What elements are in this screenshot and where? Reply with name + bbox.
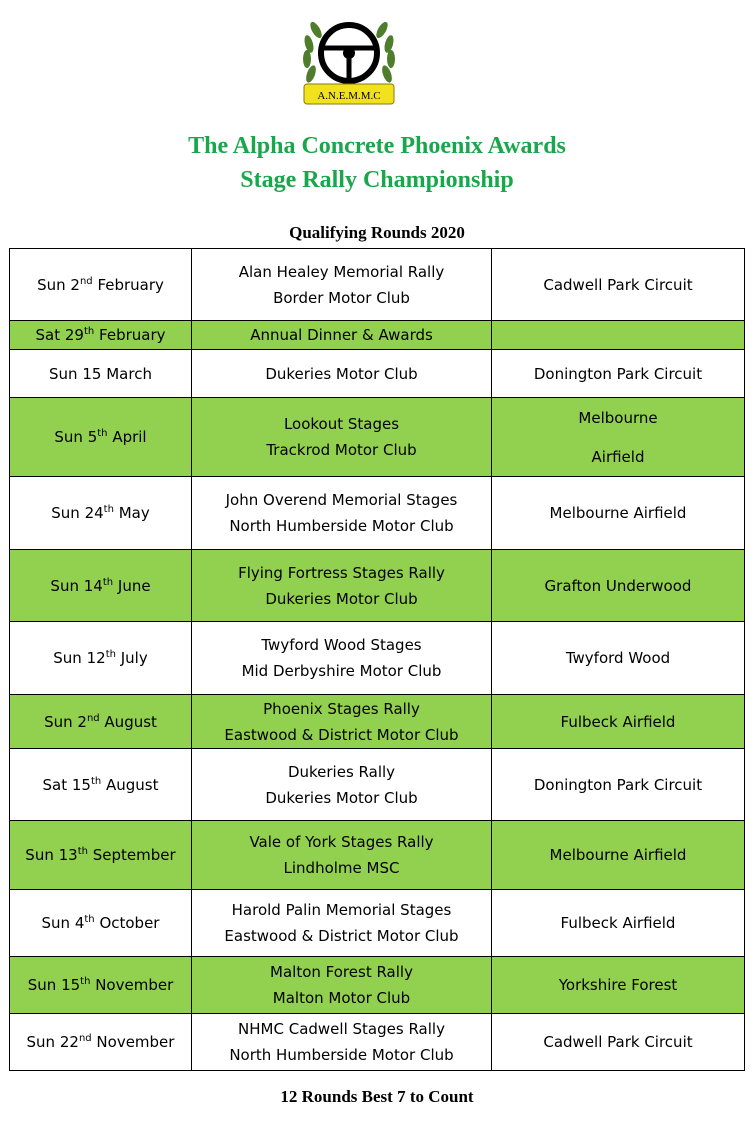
table-row	[10, 821, 745, 890]
logo-banner-text: A.N.E.M.M.C	[317, 90, 381, 102]
event-name: Annual Dinner & Awards	[250, 326, 433, 344]
venue-name: Fulbeck Airfield	[560, 914, 676, 932]
event-name: Dukeries Motor Club	[265, 364, 418, 383]
round-venue	[492, 321, 745, 350]
round-venue	[492, 890, 745, 957]
table-row	[10, 957, 745, 1014]
round-event	[192, 695, 492, 749]
round-date: Sun 15th November	[10, 957, 192, 1014]
round-venue	[492, 398, 745, 477]
venue-name: Cadwell Park Circuit	[543, 1033, 693, 1051]
round-event	[192, 957, 492, 1014]
table-row	[10, 1014, 745, 1071]
round-date: Sun 5th April	[10, 398, 192, 477]
event-name: Dukeries Rally	[287, 762, 396, 781]
event-club: Mid Derbyshire Motor Club	[241, 662, 442, 680]
event-name: Phoenix Stages Rally	[263, 699, 420, 718]
page-subtitle: Stage Rally Championship	[240, 167, 514, 193]
event-name: Alan Healey Memorial Rally	[238, 262, 445, 281]
round-venue	[492, 957, 745, 1014]
venue-name: Melbourne	[578, 408, 658, 427]
table-row	[10, 321, 745, 350]
round-venue	[492, 350, 745, 398]
round-venue	[492, 249, 745, 321]
table-row	[10, 350, 745, 398]
venue-name: Melbourne Airfield	[549, 504, 687, 522]
event-name: Flying Fortress Stages Rally	[238, 563, 445, 582]
round-event	[192, 622, 492, 695]
table-row	[10, 749, 745, 821]
table-row	[10, 622, 745, 695]
venue-name: Fulbeck Airfield	[560, 712, 676, 731]
event-name: John Overend Memorial Stages	[225, 491, 458, 509]
venue-name: Donington Park Circuit	[533, 775, 703, 794]
round-venue	[492, 695, 745, 749]
round-event	[192, 321, 492, 350]
round-date: Sat 29th February	[10, 321, 192, 350]
event-name: Lookout Stages	[283, 415, 400, 433]
page-title: The Alpha Concrete Phoenix Awards	[188, 133, 566, 159]
round-venue	[492, 477, 745, 550]
event-club: Dukeries Motor Club	[265, 788, 418, 807]
round-date: Sun 4th October	[10, 890, 192, 957]
round-date: Sun 2nd February	[10, 249, 192, 321]
round-event	[192, 350, 492, 398]
event-club: North Humberside Motor Club	[229, 1046, 454, 1064]
venue-name: Yorkshire Forest	[558, 976, 678, 994]
steering-wheel-icon	[321, 25, 377, 81]
table-row	[10, 550, 745, 622]
event-club: Lindholme MSC	[283, 859, 400, 877]
round-date: Sun 2nd August	[10, 695, 192, 749]
round-event	[192, 1014, 492, 1071]
event-name: Malton Forest Rally	[270, 963, 413, 981]
round-venue	[492, 550, 745, 622]
round-date: Sun 12th July	[10, 622, 192, 695]
round-venue	[492, 622, 745, 695]
rounds-table	[9, 248, 745, 1071]
round-date: Sun 24th May	[10, 477, 192, 550]
event-club: Eastwood & District Motor Club	[224, 725, 459, 744]
table-row	[10, 890, 745, 957]
event-name: Vale of York Stages Rally	[249, 833, 434, 851]
round-venue	[492, 749, 745, 821]
round-event	[192, 398, 492, 477]
event-club: North Humberside Motor Club	[229, 517, 454, 535]
event-name: Harold Palin Memorial Stages	[231, 901, 452, 919]
event-name: NHMC Cadwell Stages Rally	[238, 1020, 445, 1038]
table-row	[10, 398, 745, 477]
venue-name: Twyford Wood	[565, 649, 671, 667]
event-club: Border Motor Club	[273, 288, 410, 307]
table-row	[10, 477, 745, 550]
round-date: Sun 15 March	[10, 350, 192, 398]
round-date: Sat 15th August	[10, 749, 192, 821]
round-date: Sun 14th June	[10, 550, 192, 622]
venue-name-line2: Airfield	[591, 447, 645, 466]
round-date: Sun 13th September	[10, 821, 192, 890]
club-logo	[294, 8, 404, 108]
round-event	[192, 890, 492, 957]
table-row	[10, 249, 745, 321]
venue-name: Grafton Underwood	[544, 576, 692, 595]
event-club: Trackrod Motor Club	[266, 441, 417, 459]
venue-name: Donington Park Circuit	[533, 364, 703, 383]
event-club: Dukeries Motor Club	[265, 589, 418, 608]
round-event	[192, 249, 492, 321]
table-row	[10, 695, 745, 749]
round-date: Sun 22nd November	[10, 1014, 192, 1071]
venue-name: Melbourne Airfield	[549, 846, 687, 864]
round-event	[192, 550, 492, 622]
round-event	[192, 477, 492, 550]
event-club: Malton Motor Club	[272, 989, 411, 1007]
venue-name: Cadwell Park Circuit	[543, 275, 693, 294]
qualifying-rounds-heading: Qualifying Rounds 2020	[289, 223, 465, 242]
round-venue	[492, 821, 745, 890]
round-event	[192, 821, 492, 890]
round-event	[192, 749, 492, 821]
event-name: Twyford Wood Stages	[261, 636, 422, 654]
rounds-footer-note: 12 Rounds Best 7 to Count	[280, 1087, 474, 1106]
round-venue	[492, 1014, 745, 1071]
event-club: Eastwood & District Motor Club	[224, 927, 459, 945]
